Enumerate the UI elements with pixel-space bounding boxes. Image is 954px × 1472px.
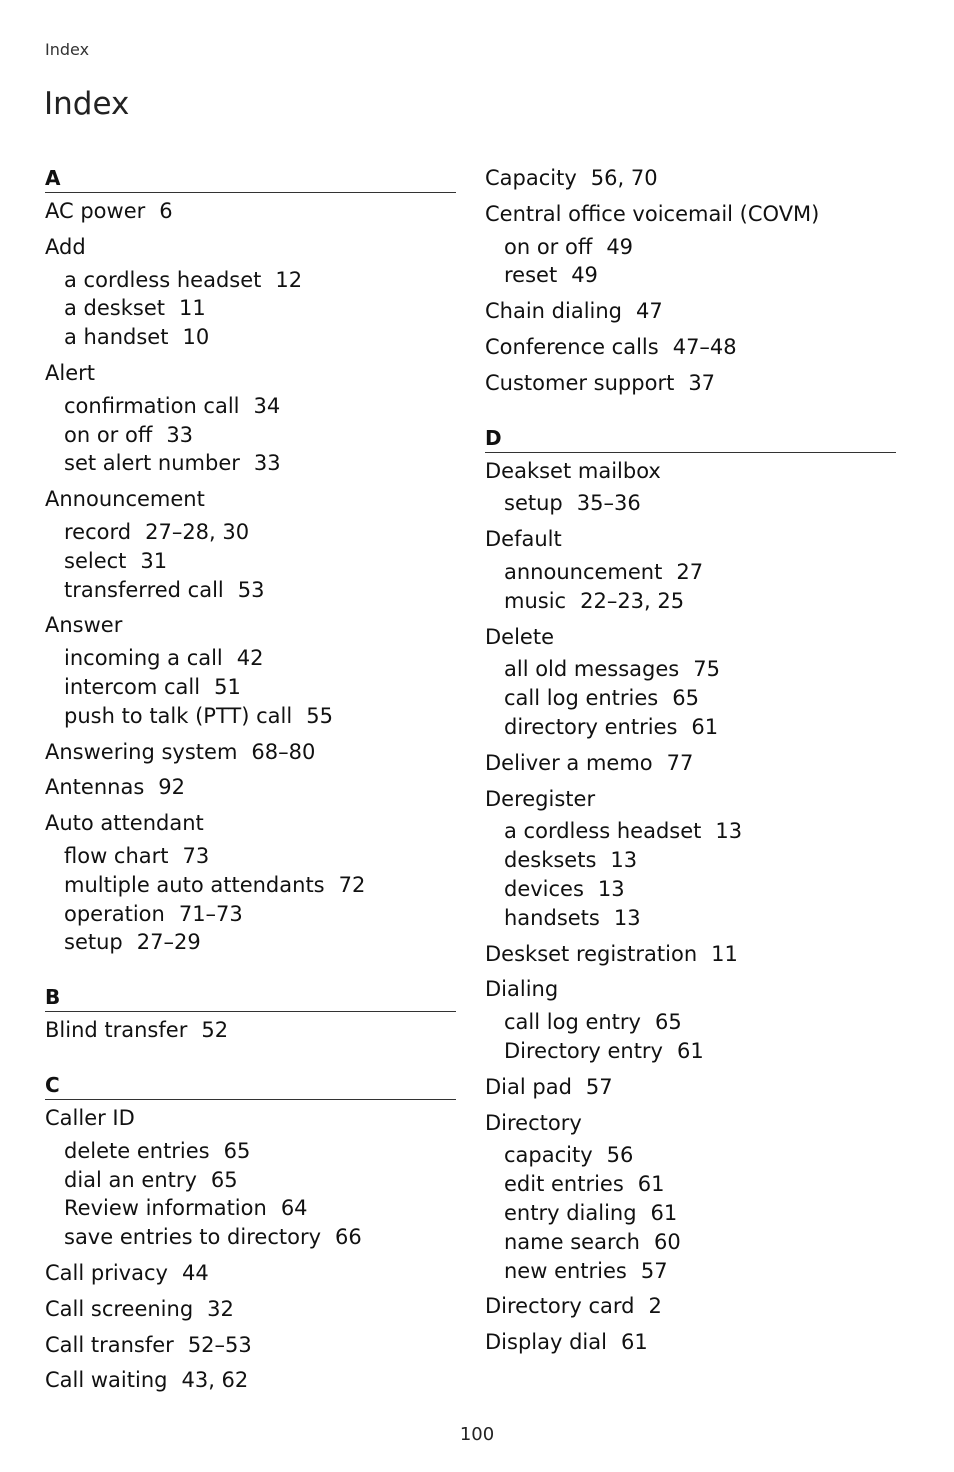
subentry-list bbox=[45, 518, 456, 604]
index-term-text: Deakset mailbox bbox=[485, 458, 661, 483]
index-entry bbox=[485, 525, 896, 615]
index-term-text: Alert bbox=[45, 360, 95, 385]
index-subentry-text: intercom call bbox=[64, 674, 201, 699]
index-subentry-text: directory entries bbox=[504, 714, 678, 739]
index-subentry bbox=[45, 1223, 456, 1252]
page-ref: 49 bbox=[606, 234, 634, 259]
page-ref: 61 bbox=[650, 1200, 678, 1225]
index-subentry bbox=[45, 928, 456, 957]
index-term-text: Answer bbox=[45, 613, 123, 638]
index-subentry bbox=[485, 489, 896, 518]
index-entry bbox=[485, 623, 896, 742]
index-entry bbox=[485, 457, 896, 519]
page-ref: 44 bbox=[181, 1260, 209, 1285]
index-subentry-text: select bbox=[64, 548, 127, 573]
index-subentry-text: operation bbox=[64, 901, 165, 926]
page-ref: 56, 70 bbox=[590, 166, 658, 190]
index-term bbox=[45, 485, 456, 514]
index-entry bbox=[45, 1366, 456, 1395]
index-subentry bbox=[45, 421, 456, 450]
index-subentry bbox=[45, 1137, 456, 1166]
index-term-text: Default bbox=[485, 527, 562, 552]
index-term-text: Announcement bbox=[45, 487, 205, 512]
index-subentry bbox=[485, 713, 896, 742]
index-term bbox=[485, 200, 896, 229]
index-entry bbox=[45, 1259, 456, 1288]
index-term-text: AC power bbox=[45, 199, 146, 223]
index-subentry bbox=[485, 1170, 896, 1199]
index-subentry bbox=[485, 587, 896, 616]
index-term bbox=[45, 359, 456, 388]
index-subentry bbox=[45, 323, 456, 352]
page-ref: 33 bbox=[253, 451, 281, 476]
index-entry bbox=[485, 785, 896, 933]
index-term bbox=[45, 738, 456, 767]
page-ref: 65 bbox=[654, 1010, 682, 1035]
page-ref: 61 bbox=[691, 714, 719, 739]
page-ref: 65 bbox=[223, 1138, 251, 1163]
index-subentry bbox=[485, 904, 896, 933]
index-subentry-text: save entries to directory bbox=[64, 1225, 322, 1250]
index-column-left bbox=[45, 164, 456, 1402]
index-term bbox=[485, 1328, 896, 1357]
index-entry bbox=[45, 1295, 456, 1324]
index-term-text: Delete bbox=[485, 624, 554, 649]
index-subentry-text: reset bbox=[504, 263, 558, 288]
index-term bbox=[45, 1366, 456, 1395]
page-ref: 13 bbox=[715, 819, 743, 844]
page-ref: 6 bbox=[159, 199, 173, 223]
index-subentry bbox=[485, 261, 896, 290]
index-term-text: Conference calls bbox=[485, 334, 659, 359]
index-subentry bbox=[485, 233, 896, 262]
subentry-list bbox=[485, 489, 896, 518]
index-subentry bbox=[485, 846, 896, 875]
index-term bbox=[45, 1295, 456, 1324]
index-subentry bbox=[485, 1037, 896, 1066]
index-term-text: Directory card bbox=[485, 1294, 635, 1319]
index-term bbox=[485, 1292, 896, 1321]
index-entry bbox=[45, 1104, 456, 1252]
index-term-text: Call privacy bbox=[45, 1260, 168, 1285]
subentry-list bbox=[485, 655, 896, 741]
subentry-list bbox=[45, 392, 456, 478]
index-term bbox=[45, 611, 456, 640]
page-ref: 68–80 bbox=[251, 739, 316, 764]
section-letter: C bbox=[45, 1071, 456, 1100]
index-term bbox=[485, 297, 896, 326]
subentry-list bbox=[45, 644, 456, 730]
index-entry bbox=[45, 485, 456, 604]
page-ref: 52–53 bbox=[187, 1332, 252, 1357]
index-entry bbox=[485, 1292, 896, 1321]
index-entry bbox=[485, 333, 896, 362]
index-term-text: Call transfer bbox=[45, 1332, 174, 1357]
index-subentry-text: call log entries bbox=[504, 686, 659, 711]
page-ref: 31 bbox=[140, 548, 168, 573]
index-term bbox=[45, 773, 456, 802]
page-ref: 71–73 bbox=[178, 901, 243, 926]
index-subentry-text: new entries bbox=[504, 1258, 627, 1283]
index-entry bbox=[485, 1328, 896, 1357]
index-term bbox=[485, 785, 896, 814]
index-entry bbox=[485, 749, 896, 778]
index-subentry-text: record bbox=[64, 519, 132, 544]
page-ref: 65 bbox=[672, 686, 699, 711]
index-section bbox=[45, 164, 456, 957]
index-subentry-text: a handset bbox=[64, 325, 169, 350]
index-subentry bbox=[45, 518, 456, 547]
index-entry bbox=[45, 197, 456, 226]
page-ref: 2 bbox=[648, 1294, 662, 1319]
page-ref: 61 bbox=[620, 1330, 648, 1355]
page-ref: 55 bbox=[306, 703, 333, 728]
page-ref: 61 bbox=[637, 1172, 665, 1197]
index-term bbox=[45, 233, 456, 262]
index-column-right bbox=[485, 164, 896, 1364]
subentry-list bbox=[485, 1141, 896, 1285]
page-ref: 53 bbox=[237, 577, 265, 602]
index-entry bbox=[45, 611, 456, 730]
index-entry bbox=[45, 1016, 456, 1045]
index-term bbox=[485, 940, 896, 969]
index-subentry bbox=[45, 871, 456, 900]
index-term-text: Dial pad bbox=[485, 1074, 572, 1099]
index-subentry bbox=[45, 702, 456, 731]
index-term bbox=[485, 1073, 896, 1102]
page-ref: 43, 62 bbox=[181, 1368, 249, 1393]
index-subentry-text: multiple auto attendants bbox=[64, 872, 325, 897]
index-subentry bbox=[45, 449, 456, 478]
index-entry bbox=[485, 1073, 896, 1102]
subentry-list bbox=[485, 1008, 896, 1066]
index-subentry-text: handsets bbox=[504, 905, 600, 930]
index-entry bbox=[45, 1331, 456, 1360]
subentry-list bbox=[45, 1137, 456, 1252]
page-ref: 11 bbox=[179, 296, 206, 321]
page-ref: 34 bbox=[253, 393, 281, 418]
index-subentry-text: call log entry bbox=[504, 1010, 641, 1035]
index-subentry-text: delete entries bbox=[64, 1138, 210, 1163]
index-term bbox=[485, 623, 896, 652]
index-subentry-text: flow chart bbox=[64, 843, 169, 868]
index-subentry-text: transferred call bbox=[64, 577, 224, 602]
page-ref: 27–28, 30 bbox=[145, 519, 250, 544]
index-term bbox=[45, 1104, 456, 1133]
index-term bbox=[485, 457, 896, 486]
index-term-text: Add bbox=[45, 234, 86, 259]
subentry-list bbox=[485, 233, 896, 291]
index-subentry-text: Directory entry bbox=[504, 1038, 663, 1063]
index-term bbox=[45, 1259, 456, 1288]
index-subentry-text: music bbox=[504, 588, 567, 613]
index-term bbox=[45, 809, 456, 838]
index-subentry-text: setup bbox=[64, 930, 123, 955]
index-entry bbox=[485, 1109, 896, 1286]
running-head: Index bbox=[45, 40, 90, 59]
page-ref: 27 bbox=[676, 559, 704, 584]
page-ref: 13 bbox=[610, 848, 638, 873]
page-ref: 65 bbox=[210, 1167, 238, 1192]
index-section bbox=[485, 424, 896, 1357]
index-term-text: Deregister bbox=[485, 786, 596, 811]
index-subentry bbox=[485, 1228, 896, 1257]
index-subentry bbox=[485, 1141, 896, 1170]
index-term-text: Deskset registration bbox=[485, 941, 698, 966]
page-ref: 49 bbox=[571, 263, 598, 288]
index-subentry bbox=[45, 294, 456, 323]
index-subentry bbox=[485, 684, 896, 713]
index-subentry-text: incoming a call bbox=[64, 646, 223, 671]
section-letter: A bbox=[45, 164, 456, 193]
page-ref: 35–36 bbox=[576, 491, 641, 516]
index-subentry bbox=[485, 558, 896, 587]
index-subentry-text: desksets bbox=[504, 848, 597, 873]
page-ref: 61 bbox=[677, 1038, 704, 1063]
index-subentry-text: a deskset bbox=[64, 296, 165, 321]
index-term bbox=[45, 1016, 456, 1045]
index-entry bbox=[45, 773, 456, 802]
index-entry bbox=[485, 975, 896, 1065]
index-term-text: Antennas bbox=[45, 775, 145, 800]
index-entry bbox=[45, 233, 456, 352]
index-section bbox=[485, 164, 896, 398]
index-term-text: Deliver a memo bbox=[485, 750, 653, 775]
page-ref: 60 bbox=[654, 1229, 681, 1254]
page-ref: 57 bbox=[585, 1074, 613, 1099]
page-ref: 32 bbox=[207, 1296, 234, 1321]
index-subentry bbox=[45, 842, 456, 871]
index-subentry-text: entry dialing bbox=[504, 1200, 637, 1225]
index-subentry-text: setup bbox=[504, 491, 563, 516]
page-ref: 33 bbox=[166, 422, 194, 447]
page-ref: 73 bbox=[182, 843, 210, 868]
index-subentry-text: Review information bbox=[64, 1196, 267, 1221]
index-term-text: Dialing bbox=[485, 977, 559, 1002]
index-term bbox=[485, 333, 896, 362]
page-ref: 22–23, 25 bbox=[580, 588, 685, 613]
index-entry bbox=[45, 738, 456, 767]
index-subentry-text: name search bbox=[504, 1229, 640, 1254]
index-subentry bbox=[45, 900, 456, 929]
index-entry bbox=[485, 297, 896, 326]
index-subentry bbox=[45, 576, 456, 605]
page-title: Index bbox=[44, 86, 130, 122]
index-subentry-text: confirmation call bbox=[64, 393, 240, 418]
subentry-list bbox=[45, 842, 456, 957]
page-ref: 64 bbox=[280, 1196, 308, 1221]
index-section bbox=[45, 1071, 456, 1395]
page-ref: 56 bbox=[606, 1143, 634, 1168]
index-subentry-text: on or off bbox=[64, 422, 153, 447]
index-entry bbox=[485, 200, 896, 290]
index-term-text: Chain dialing bbox=[485, 299, 623, 324]
index-entry bbox=[45, 359, 456, 478]
index-subentry-text: a cordless headset bbox=[504, 819, 702, 844]
index-term-text: Call waiting bbox=[45, 1368, 168, 1393]
page-ref: 72 bbox=[338, 872, 366, 897]
index-term bbox=[485, 749, 896, 778]
page-ref: 57 bbox=[640, 1258, 668, 1283]
index-subentry bbox=[485, 655, 896, 684]
index-term bbox=[45, 197, 456, 226]
page-ref: 37 bbox=[688, 370, 716, 395]
index-term-text: Display dial bbox=[485, 1330, 607, 1355]
index-term bbox=[485, 975, 896, 1004]
index-subentry-text: on or off bbox=[504, 234, 593, 259]
section-letter: B bbox=[45, 983, 456, 1012]
index-term-text: Directory bbox=[485, 1110, 582, 1135]
index-subentry-text: devices bbox=[504, 876, 584, 901]
page-ref: 13 bbox=[597, 876, 625, 901]
index-term bbox=[485, 164, 896, 193]
index-term bbox=[485, 369, 896, 398]
index-subentry bbox=[485, 1199, 896, 1228]
index-subentry bbox=[485, 1257, 896, 1286]
index-term-text: Call screening bbox=[45, 1296, 194, 1321]
subentry-list bbox=[45, 266, 456, 352]
subentry-list bbox=[485, 817, 896, 932]
index-subentry bbox=[45, 644, 456, 673]
page-ref: 12 bbox=[275, 267, 303, 292]
index-subentry bbox=[45, 266, 456, 295]
page-ref: 51 bbox=[214, 674, 241, 699]
page-ref: 42 bbox=[236, 646, 264, 671]
index-subentry bbox=[45, 1194, 456, 1223]
index-subentry-text: announcement bbox=[504, 559, 663, 584]
index-subentry bbox=[485, 875, 896, 904]
page-ref: 92 bbox=[158, 775, 185, 800]
index-subentry bbox=[45, 673, 456, 702]
index-subentry-text: push to talk (PTT) call bbox=[64, 703, 293, 728]
page-ref: 13 bbox=[613, 905, 641, 930]
page-ref: 47 bbox=[636, 299, 663, 324]
index-term-text: Answering system bbox=[45, 739, 238, 764]
page-ref: 77 bbox=[666, 750, 694, 775]
index-term bbox=[485, 1109, 896, 1138]
index-subentry bbox=[45, 392, 456, 421]
index-subentry bbox=[485, 817, 896, 846]
section-letter: D bbox=[485, 424, 896, 453]
index-term-text: Central office voicemail (COVM) bbox=[485, 201, 820, 226]
page-number: 100 bbox=[459, 1424, 495, 1445]
index-entry bbox=[485, 164, 896, 193]
page-ref: 75 bbox=[693, 657, 720, 682]
index-term-text: Caller ID bbox=[45, 1105, 135, 1130]
index-term bbox=[45, 1331, 456, 1360]
page-ref: 11 bbox=[711, 941, 738, 966]
index-subentry bbox=[45, 1166, 456, 1195]
page-ref: 27–29 bbox=[136, 930, 201, 955]
page-ref: 52 bbox=[201, 1018, 229, 1043]
index-term-text: Auto attendant bbox=[45, 811, 204, 836]
index-subentry bbox=[485, 1008, 896, 1037]
index-subentry-text: all old messages bbox=[504, 657, 680, 682]
index-term-text: Blind transfer bbox=[45, 1018, 188, 1043]
index-term-text: Customer support bbox=[485, 370, 675, 395]
index-subentry-text: a cordless headset bbox=[64, 267, 262, 292]
page-ref: 66 bbox=[335, 1225, 362, 1250]
page-ref: 10 bbox=[182, 325, 210, 350]
index-entry bbox=[45, 809, 456, 957]
index-entry bbox=[485, 940, 896, 969]
index-subentry-text: edit entries bbox=[504, 1172, 624, 1197]
index-subentry-text: dial an entry bbox=[64, 1167, 197, 1192]
index-term-text: Capacity bbox=[485, 166, 577, 190]
index-section bbox=[45, 983, 456, 1045]
subentry-list bbox=[485, 558, 896, 616]
index-subentry bbox=[45, 547, 456, 576]
index-subentry-text: capacity bbox=[504, 1143, 593, 1168]
page-ref: 47–48 bbox=[672, 334, 737, 359]
index-term bbox=[485, 525, 896, 554]
index-subentry-text: set alert number bbox=[64, 451, 240, 476]
index-entry bbox=[485, 369, 896, 398]
